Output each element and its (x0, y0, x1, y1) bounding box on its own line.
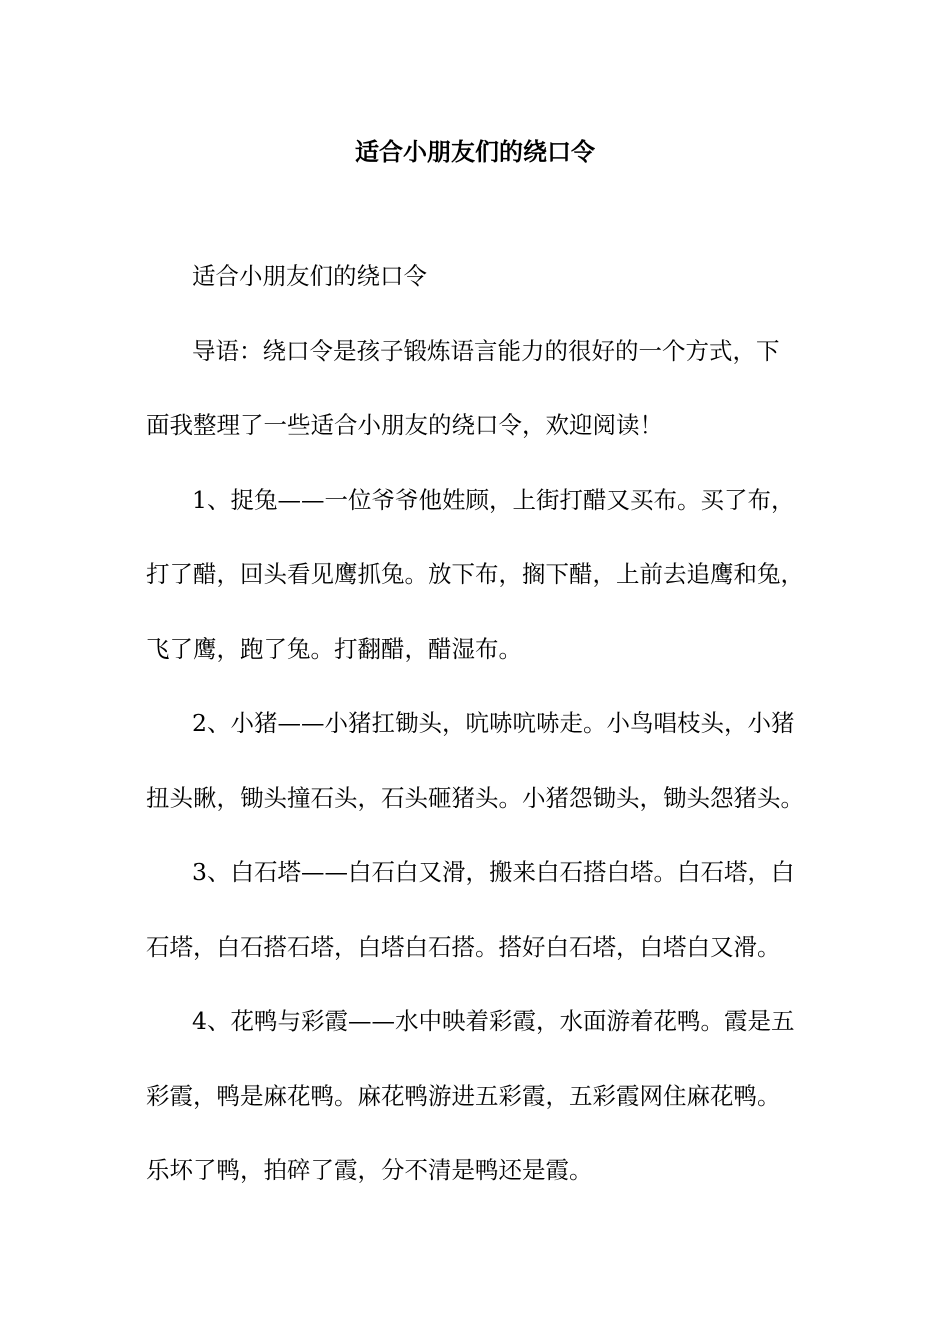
tongue-twister-1-line-2: 打了醋，回头看见鹰抓兔。放下布，搁下醋，上前去追鹰和兔， (146, 560, 804, 588)
tongue-twister-2-line-1: 2、小猪——小猪扛锄头，吭哧吭哧走。小鸟唱枝头，小猪 (192, 709, 795, 737)
tongue-twister-4-line-1: 4、花鸭与彩霞——水中映着彩霞，水面游着花鸭。霞是五 (192, 1007, 795, 1035)
tongue-twister-3-line-2: 石塔，白石搭石塔，白塔白石搭。搭好白石塔，白塔白又滑。 (146, 933, 781, 961)
tongue-twister-2-line-2: 扭头瞅，锄头撞石头，石头砸猪头。小猪怨锄头，锄头怨猪头。 (146, 784, 804, 812)
document-title: 适合小朋友们的绕口令 (355, 137, 595, 166)
paragraph-heading: 适合小朋友们的绕口令 (192, 262, 427, 290)
intro-line-1: 导语：绕口令是孩子锻炼语言能力的很好的一个方式，下 (192, 337, 780, 365)
tongue-twister-1-line-3: 飞了鹰，跑了兔。打翻醋，醋湿布。 (146, 635, 522, 663)
tongue-twister-4-line-3: 乐坏了鸭，拍碎了霞，分不清是鸭还是霞。 (146, 1156, 593, 1184)
intro-line-2: 面我整理了一些适合小朋友的绕口令，欢迎阅读！ (146, 411, 663, 439)
tongue-twister-4-line-2: 彩霞，鸭是麻花鸭。麻花鸭游进五彩霞，五彩霞网住麻花鸭。 (146, 1082, 781, 1110)
tongue-twister-1-line-1: 1、捉兔——一位爷爷他姓顾，上街打醋又买布。买了布， (192, 486, 795, 514)
tongue-twister-3-line-1: 3、白石塔——白石白又滑，搬来白石搭白塔。白石塔，白 (192, 858, 795, 886)
